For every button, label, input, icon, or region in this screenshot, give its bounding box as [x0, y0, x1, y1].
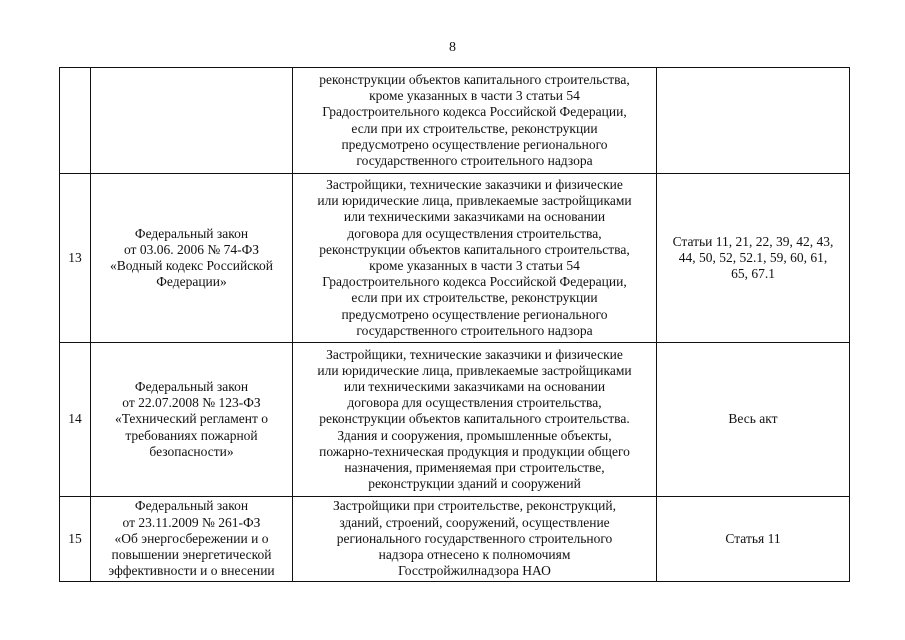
table-row: [60, 174, 850, 343]
subjects-line: или техническими заказчиками на основании: [343, 378, 606, 394]
page-number: 8: [449, 40, 456, 55]
row-number: 15: [60, 497, 91, 582]
subjects-line: Застройщики, технические заказчики и физические: [326, 346, 623, 362]
subjects-line: Застройщики при строительстве, реконструкций,: [333, 498, 616, 514]
subjects-line: если при их строительстве, реконструкции: [351, 120, 598, 136]
subjects-line: или юридические лица, привлекаемые застройщиками: [317, 193, 632, 209]
articles-cell: [657, 68, 850, 174]
table-row: [60, 68, 850, 174]
subjects-line: государственного строительного надзора: [356, 152, 593, 168]
subjects-line: реконструкции объектов капитального строительства,: [319, 71, 630, 87]
subjects-line: или техническими заказчиками на основании: [343, 209, 606, 225]
act-line: «Водный кодекс Российской: [109, 258, 274, 273]
subjects-line: регионального государственного строительного: [336, 530, 613, 546]
act-line: Федеральный закон: [134, 225, 249, 241]
subjects-cell: [293, 343, 657, 497]
articles-line: 65, 67.1: [731, 266, 775, 282]
subjects-line: назначения, применяемая при строительстве,: [344, 460, 605, 475]
table-body: [60, 68, 850, 582]
subjects-line: реконструкции зданий и сооружений: [368, 476, 581, 492]
row-number: 14: [60, 343, 91, 497]
subjects-line: кроме указанных в части 3 статьи 54: [369, 258, 580, 273]
act-line: Федеральный закон: [134, 378, 249, 394]
row-number: [60, 68, 91, 174]
row-number: 13: [60, 174, 91, 343]
articles-line: Статьи 11, 21, 22, 39, 42, 43,: [672, 233, 834, 249]
act-line: эффективности и о внесении: [108, 563, 275, 579]
subjects-cell: [293, 68, 657, 174]
subjects-line: пожарно-техническая продукция и продукции общего: [319, 443, 630, 459]
subjects-line: договора для осуществления строительства,: [347, 225, 602, 241]
act-cell: [91, 174, 293, 343]
act-line: требованиях пожарной: [125, 427, 258, 443]
subjects-line: предусмотрено осуществление регионального: [341, 306, 608, 322]
regulations-table: [59, 67, 850, 582]
subjects-line: государственного строительного надзора: [356, 322, 593, 338]
articles-line: Весь акт: [728, 411, 778, 427]
act-line: повышении энергетической: [111, 547, 272, 563]
table-row: [60, 343, 850, 497]
subjects-line: Градостроительного кодекса Российской Федерации,: [322, 274, 627, 290]
act-line: от 23.11.2009 № 261-ФЗ: [122, 514, 261, 530]
act-line: Федерации»: [156, 274, 227, 290]
subjects-line: Здания и сооружения, промышленные объекты,: [337, 427, 612, 443]
act-cell: [91, 68, 293, 174]
subjects-line: реконструкции объектов капитального строительства.: [319, 411, 630, 427]
subjects-cell: [293, 174, 657, 343]
articles-cell: [657, 497, 850, 582]
subjects-line: или юридические лица, привлекаемые застройщиками: [317, 362, 632, 378]
subjects-line: надзора отнесено к полномочиям: [378, 547, 571, 563]
articles-cell: [657, 343, 850, 497]
act-line: Федеральный закон: [134, 498, 249, 514]
articles-cell: [657, 174, 850, 343]
subjects-line: если при их строительстве, реконструкции: [351, 290, 598, 306]
act-line: от 22.07.2008 № 123-ФЗ: [122, 395, 261, 411]
subjects-cell: [293, 497, 657, 582]
subjects-line: Госстройжилнадзора НАО: [398, 563, 551, 579]
subjects-line: реконструкции объектов капитального строительства,: [319, 241, 630, 257]
subjects-line: зданий, строений, сооружений, осуществление: [339, 514, 610, 530]
act-cell: [91, 497, 293, 582]
subjects-line: кроме указанных в части 3 статьи 54: [369, 88, 580, 104]
act-line: безопасности»: [149, 443, 234, 459]
subjects-line: Застройщики, технические заказчики и физические: [326, 176, 623, 192]
articles-line: 44, 50, 52, 52.1, 59, 60, 61,: [678, 249, 828, 265]
articles-line: Статья 11: [725, 530, 781, 546]
act-line: «Технический регламент о: [114, 411, 269, 427]
subjects-line: предусмотрено осуществление регионального: [341, 136, 608, 152]
subjects-line: Градостроительного кодекса Российской Федерации,: [322, 104, 627, 120]
act-line: «Об энергосбережении и о: [114, 530, 269, 546]
table-row: [60, 497, 850, 582]
act-line: от 03.06. 2006 № 74-ФЗ: [123, 241, 260, 257]
subjects-line: договора для осуществления строительства,: [347, 395, 602, 411]
act-cell: [91, 343, 293, 497]
